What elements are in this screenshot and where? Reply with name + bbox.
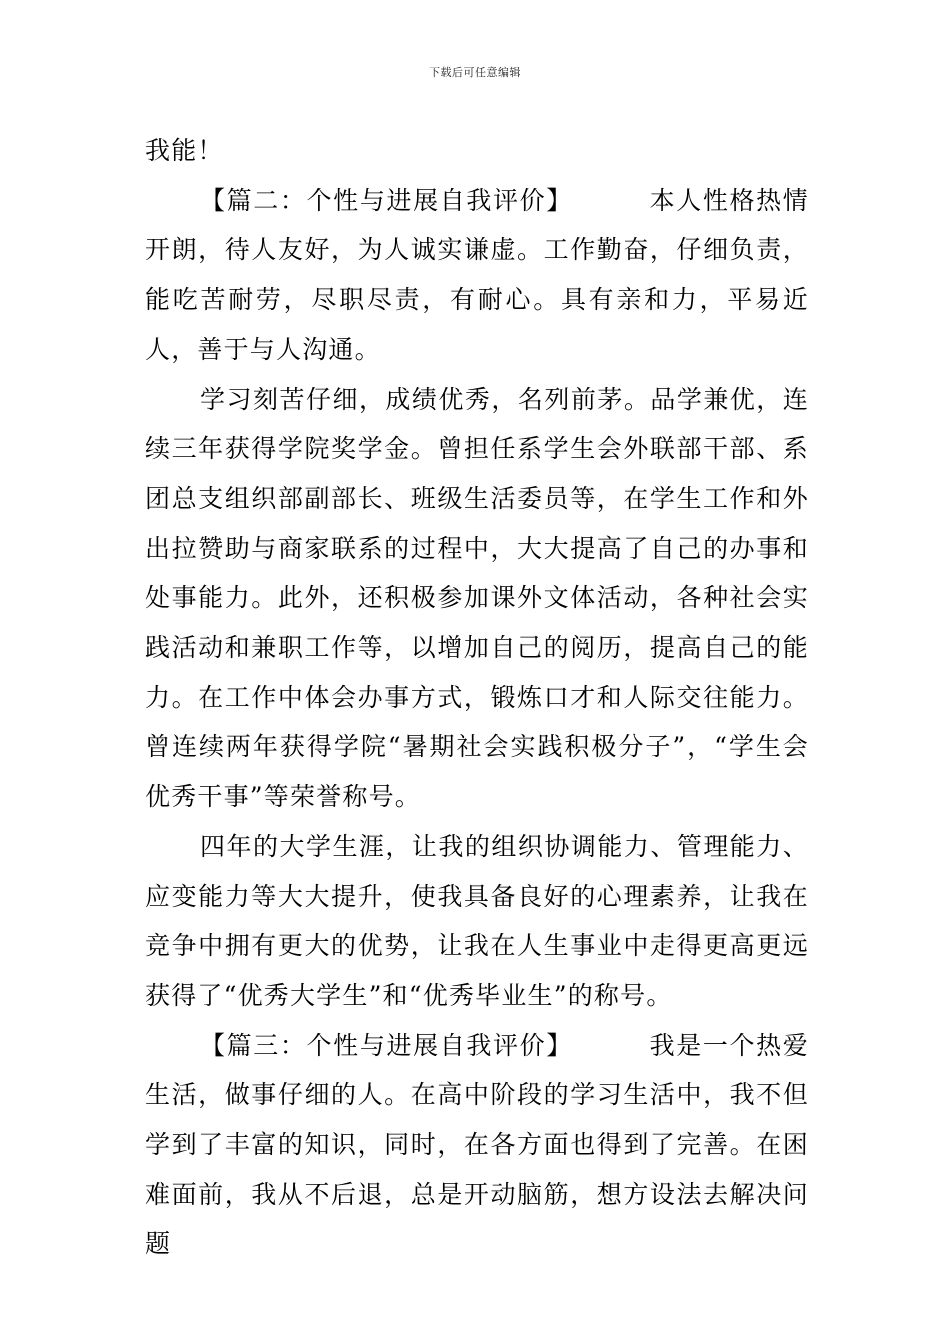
document-body (145, 126, 809, 1269)
section-two-gap (573, 186, 650, 215)
paragraph-study (145, 375, 809, 822)
section-three-text: 我是一个热爱生活，做事仔细的人。在高中阶段的学习生活中，我不但学到了丰富的知识，同时，在各方面也得到了完善。在困难面前，我从不后退，总是开动脑筋，想方设法去解决问题 (145, 1030, 809, 1259)
section-three-gap (573, 1031, 650, 1060)
paragraph-section-three (145, 1021, 809, 1270)
header-note: 下载后可任意编辑 (429, 66, 521, 79)
section-three-title: 【篇三：个性与进展自我评价】 (200, 1030, 573, 1060)
paragraph-closing (145, 126, 809, 176)
paragraph-university-text: 四年的大学生涯，让我的组织协调能力、管理能力、应变能力等大大提升，使我具备良好的心理素养，让我在竞争中拥有更大的优势，让我在人生事业中走得更高更远获得了“优秀大学生”和“优秀毕业生”的称号。 (145, 831, 809, 1010)
paragraph-study-text: 学习刻苦仔细，成绩优秀，名列前茅。品学兼优，连续三年获得学院奖学金。曾担任系学生会外联部干部、系团总支组织部副部长、班级生活委员等，在学生工作和外出拉赞助与商家联系的过程中，大大提高了自己的办事和处事能力。此外，还积极参加课外文体活动，各种社会实践活动和兼职工作等，以增加自己的阅历，提高自己的能力。在工作中体会办事方式，锻炼口才和人际交往能力。曾连续两年获得学院“暑期社会实践积极分子”，“学生会优秀干事”等荣誉称号。 (145, 384, 809, 812)
paragraph-closing-text: 我能！ (145, 136, 224, 165)
section-two-title: 【篇二：个性与进展自我评价】 (200, 185, 573, 215)
paragraph-university (145, 822, 809, 1021)
paragraph-section-two (145, 176, 809, 375)
section-two-text: 本人性格热情开朗，待人友好，为人诚实谦虚。工作勤奋，仔细负责，能吃苦耐劳，尽职尽责，有耐心。具有亲和力，平易近人，善于与人沟通。 (145, 185, 809, 364)
